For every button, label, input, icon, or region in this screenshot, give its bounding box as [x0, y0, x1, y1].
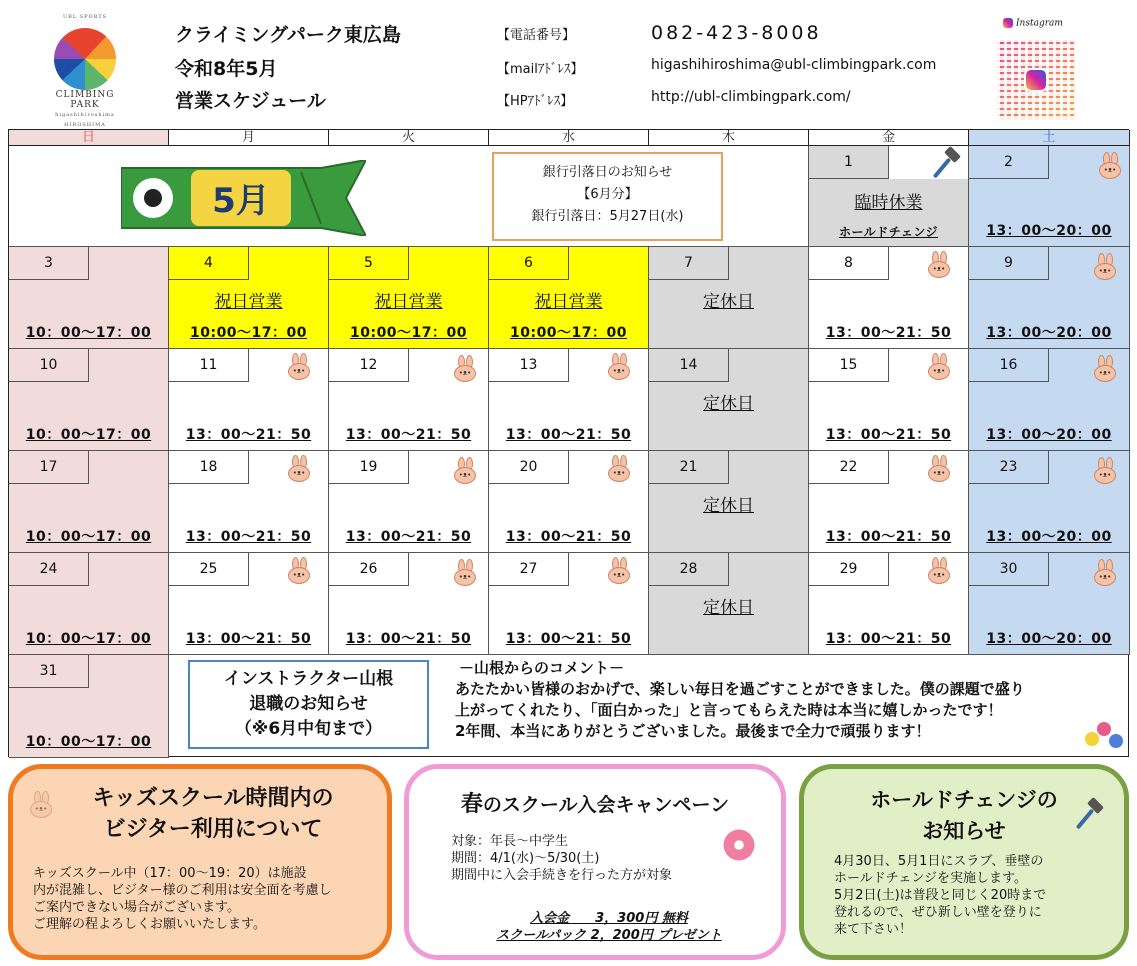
day-cell-22 — [809, 451, 969, 553]
notice-line-3: 銀行引落日：5月27日(水) — [531, 209, 684, 224]
flowers-icon — [1083, 716, 1127, 752]
kids-body-4: ご理解の程よろしくお願いいたします。 — [33, 917, 266, 932]
holiday-open-label: 祝日営業 — [374, 292, 443, 312]
rabbit-icon — [453, 559, 477, 587]
rabbit-icon — [453, 355, 477, 383]
weekday-header-2: 火 — [329, 130, 489, 146]
campaign-title-rest: のスクール入会キャンペーン — [482, 794, 730, 816]
opening-hours: 13：00～20：00 — [986, 325, 1112, 341]
opening-hours: 13：00～20：00 — [986, 529, 1112, 545]
weekday-header-1: 月 — [169, 130, 329, 146]
day-number: 25 — [169, 553, 249, 586]
weekday-header-0: 日 — [9, 130, 169, 146]
sakura-icon — [721, 827, 757, 863]
hold-body-3: 5月2日(土)は普段と同じく20時まで — [834, 888, 1047, 903]
day-number: 29 — [809, 553, 889, 586]
day-cell-17 — [9, 451, 169, 553]
opening-hours: 13：00～21：50 — [505, 631, 632, 647]
day-cell-14 — [649, 349, 809, 451]
campaign-fee-1: 入会金 3，300円 無料 — [530, 911, 688, 926]
opening-hours: 13：00～21：50 — [505, 529, 632, 545]
calendar — [8, 129, 1129, 757]
day-cell-24 — [9, 553, 169, 655]
opening-hours: 10:00～17：00 — [349, 325, 468, 341]
hold-box-body — [834, 853, 1104, 938]
opening-hours: 13：00～21：50 — [185, 529, 312, 545]
day-cell-27 — [489, 553, 649, 655]
campaign-body — [451, 833, 672, 884]
opening-hours: 10：00～17：00 — [25, 529, 152, 545]
opening-hours: 13：00～20：00 — [986, 631, 1112, 647]
weekday-header-6: 土 — [969, 130, 1130, 146]
day-number: 13 — [489, 349, 569, 382]
regular-holiday-label: 定休日 — [703, 598, 754, 618]
hammer-icon — [1074, 799, 1104, 829]
comment-line-1: あたたかい皆様のおかげで、楽しい毎日を過ごすことができました。僕の課題で盛り — [455, 680, 1025, 698]
hp-label: 【HPｱﾄﾞﾚｽ】 — [497, 94, 574, 109]
logo-text-2: PARK — [70, 100, 100, 110]
opening-hours: 13：00～20：00 — [986, 427, 1112, 443]
opening-hours: 10：00～17：00 — [25, 427, 152, 443]
climbing-park-logo — [45, 12, 125, 128]
month-title: 令和8年5月 — [175, 58, 278, 80]
schedule-title: 営業スケジュール — [175, 90, 326, 112]
day-number: 23 — [969, 451, 1049, 484]
instructor-retirement-notice — [188, 660, 429, 749]
rabbit-icon — [453, 457, 477, 485]
logo-text-4: HIROSHIMA — [64, 122, 106, 128]
day-number: 31 — [9, 655, 89, 688]
opening-hours: 13：00～21：50 — [345, 427, 472, 443]
kids-school-visitor-box — [8, 764, 392, 960]
day-cell-1 — [809, 146, 969, 247]
day-number: 10 — [9, 349, 89, 382]
campaign-title — [409, 787, 781, 818]
day-number: 12 — [329, 349, 409, 382]
instagram-icon — [1003, 18, 1013, 28]
logo-text-3: higashihiroshima — [55, 112, 115, 118]
day-cell-10 — [9, 349, 169, 451]
day-number: 6 — [489, 247, 569, 280]
rabbit-icon — [607, 557, 631, 585]
rabbit-icon — [927, 251, 951, 279]
opening-hours: 13：00～21：50 — [825, 529, 952, 545]
instructor-line-3: （※6月中旬まで） — [234, 719, 383, 739]
instagram-logo-icon — [1024, 68, 1048, 92]
banner-area — [9, 146, 809, 247]
instagram-text: Instagram — [1016, 18, 1063, 29]
rabbit-icon — [1093, 355, 1117, 383]
opening-hours: 10：00～17：00 — [25, 325, 152, 341]
rabbit-icon — [29, 791, 53, 819]
rabbit-icon — [927, 557, 951, 585]
phone-label: 【電話番号】 — [497, 28, 576, 43]
day-cell-6 — [489, 247, 649, 349]
regular-holiday-label: 定休日 — [703, 292, 754, 312]
day-cell-13 — [489, 349, 649, 451]
campaign-fee-2: スクールパック 2，200円 プレゼント — [496, 928, 722, 943]
day-number: 9 — [969, 247, 1049, 280]
kids-box-body — [33, 865, 383, 933]
opening-hours: 13：00～21：50 — [825, 631, 952, 647]
hold-change-note: ホールドチェンジ — [838, 225, 939, 239]
day-number: 26 — [329, 553, 409, 586]
day-number: 14 — [649, 349, 729, 382]
day-number: 17 — [9, 451, 89, 484]
day-number: 16 — [969, 349, 1049, 382]
temporary-closure: 臨時休業 — [854, 193, 923, 213]
day-cell-11 — [169, 349, 329, 451]
kids-title-2: ビジター利用について — [103, 817, 323, 842]
day-number: 19 — [329, 451, 409, 484]
rabbit-icon — [607, 353, 631, 381]
opening-hours: 13：00～21：50 — [505, 427, 632, 443]
mail-value[interactable]: higashihiroshima@ubl-climbingpark.com — [651, 57, 937, 73]
day-cell-30 — [969, 553, 1130, 655]
bank-withdrawal-notice — [492, 152, 723, 241]
instagram-qr-code[interactable] — [997, 40, 1075, 120]
day-number: 30 — [969, 553, 1049, 586]
day-cell-20 — [489, 451, 649, 553]
hold-body-1: 4月30日、5月1日にスラブ、垂壁の — [834, 854, 1044, 869]
day-number: 20 — [489, 451, 569, 484]
hold-body-5: 来て下さい！ — [834, 922, 913, 937]
opening-hours: 13：00～20：00 — [986, 223, 1112, 239]
comment-title: －山根からのコメント－ — [459, 659, 625, 677]
spring-campaign-box — [404, 764, 786, 960]
rabbit-icon — [927, 353, 951, 381]
rabbit-icon — [287, 353, 311, 381]
logo-top-text: UBL SPORTS — [62, 14, 108, 20]
rabbit-icon — [607, 455, 631, 483]
mail-label: 【mailｱﾄﾞﾚｽ】 — [497, 62, 584, 77]
hold-title-1: ホールドチェンジの — [870, 788, 1058, 812]
day-number: 15 — [809, 349, 889, 382]
opening-hours: 10:00～17：00 — [189, 325, 308, 341]
regular-holiday-label: 定休日 — [703, 496, 754, 516]
day-number: 28 — [649, 553, 729, 586]
day-cell-23 — [969, 451, 1130, 553]
weekday-header-3: 水 — [489, 130, 649, 146]
comment-line-3: 2年間、本当にありがとうございました。最後まで全力で頑張ります！ — [455, 722, 931, 740]
rabbit-icon — [1093, 253, 1117, 281]
rabbit-icon — [1093, 457, 1117, 485]
kids-body-2: 内が混雑し、ビジター様のご利用は安全面を考慮し — [33, 883, 332, 898]
weekday-header-4: 木 — [649, 130, 809, 146]
facility-name: クライミングパーク東広島 — [175, 24, 401, 46]
comment-line-2: 上がってくれたり、「面白かった」と言ってもらえた時は本当に嬉しかったです！ — [455, 701, 1003, 719]
opening-hours: 13：00～21：50 — [185, 631, 312, 647]
campaign-title-spring: 春 — [460, 792, 483, 817]
kids-box-title — [53, 783, 373, 845]
campaign-line-2: 期間：4/1(水)～5/30(土) — [451, 851, 600, 866]
day-number: 27 — [489, 553, 569, 586]
regular-holiday-label: 定休日 — [703, 394, 754, 414]
day-number: 4 — [169, 247, 249, 280]
logo-mark — [54, 28, 116, 90]
opening-hours: 13：00～21：50 — [345, 529, 472, 545]
rabbit-icon — [287, 557, 311, 585]
instructor-line-1: インストラクター山根 — [223, 669, 394, 689]
day-cell-16 — [969, 349, 1130, 451]
day-cell-2 — [969, 146, 1130, 247]
day-cell-25 — [169, 553, 329, 655]
day-number: 8 — [809, 247, 889, 280]
kids-body-1: キッズスクール中（17：00～19：20）は施設 — [33, 866, 307, 881]
koinobori-banner — [121, 160, 366, 236]
opening-hours: 13：00～21：50 — [185, 427, 312, 443]
rabbit-icon — [1098, 152, 1122, 180]
hp-link[interactable]: http://ubl-climbingpark.com/ — [651, 89, 851, 105]
day-cell-31 — [9, 655, 169, 758]
day-cell-4 — [169, 247, 329, 349]
opening-hours: 13：00～21：50 — [825, 325, 952, 341]
day-cell-18 — [169, 451, 329, 553]
day-cell-9 — [969, 247, 1130, 349]
day-cell-7 — [649, 247, 809, 349]
opening-hours: 10：00～17：00 — [25, 631, 152, 647]
day-number: 7 — [649, 247, 729, 280]
campaign-line-3: 期間中に入会手続きを行った方が対象 — [451, 868, 673, 883]
notice-line-2: 【6月分】 — [577, 187, 638, 202]
rabbit-icon — [1093, 559, 1117, 587]
day-cell-26 — [329, 553, 489, 655]
instructor-line-2: 退職のお知らせ — [249, 694, 368, 714]
day-cell-15 — [809, 349, 969, 451]
day-number: 18 — [169, 451, 249, 484]
kids-body-3: ご案内できない場合がございます。 — [33, 900, 240, 915]
day-number: 2 — [969, 146, 1049, 179]
day-number: 3 — [9, 247, 89, 280]
holiday-open-label: 祝日営業 — [534, 292, 603, 312]
day-number: 11 — [169, 349, 249, 382]
day-cell-29 — [809, 553, 969, 655]
day-cell-8 — [809, 247, 969, 349]
month-banner-text: 5月 — [212, 181, 270, 221]
hold-body-2: ホールドチェンジを実施します。 — [834, 871, 1027, 886]
logo-text-1: CLIMBING — [55, 90, 115, 100]
day-cell-12 — [329, 349, 489, 451]
hold-change-box — [799, 764, 1129, 960]
phone-value: 082-423-8008 — [651, 22, 822, 44]
opening-hours: 10:00～17：00 — [509, 325, 628, 341]
day-cell-19 — [329, 451, 489, 553]
kids-title-1: キッズスクール時間内の — [92, 786, 334, 811]
opening-hours: 10：00～17：00 — [25, 734, 152, 750]
holiday-open-label: 祝日営業 — [214, 292, 283, 312]
day-cell-3 — [9, 247, 169, 349]
day-number: 21 — [649, 451, 729, 484]
campaign-line-1: 対象：年長～中学生 — [451, 834, 569, 849]
notice-line-1: 銀行引落日のお知らせ — [542, 165, 673, 180]
day-number: 22 — [809, 451, 889, 484]
opening-hours: 13：00～21：50 — [345, 631, 472, 647]
opening-hours: 13：00～21：50 — [825, 427, 952, 443]
day-cell-21 — [649, 451, 809, 553]
rabbit-icon — [287, 455, 311, 483]
instagram-label — [1003, 18, 1063, 29]
day-number: 5 — [329, 247, 409, 280]
day-number: 24 — [9, 553, 89, 586]
weekday-header-5: 金 — [809, 130, 969, 146]
instructor-comment — [455, 658, 1115, 742]
day-number: 1 — [809, 146, 889, 179]
day-cell-28 — [649, 553, 809, 655]
hold-body-4: 登れるので、ぜひ新しい壁を登りに — [834, 905, 1042, 920]
hold-title-2: お知らせ — [922, 819, 1006, 843]
hammer-icon — [931, 148, 961, 178]
rabbit-icon — [927, 455, 951, 483]
day-cell-5 — [329, 247, 489, 349]
